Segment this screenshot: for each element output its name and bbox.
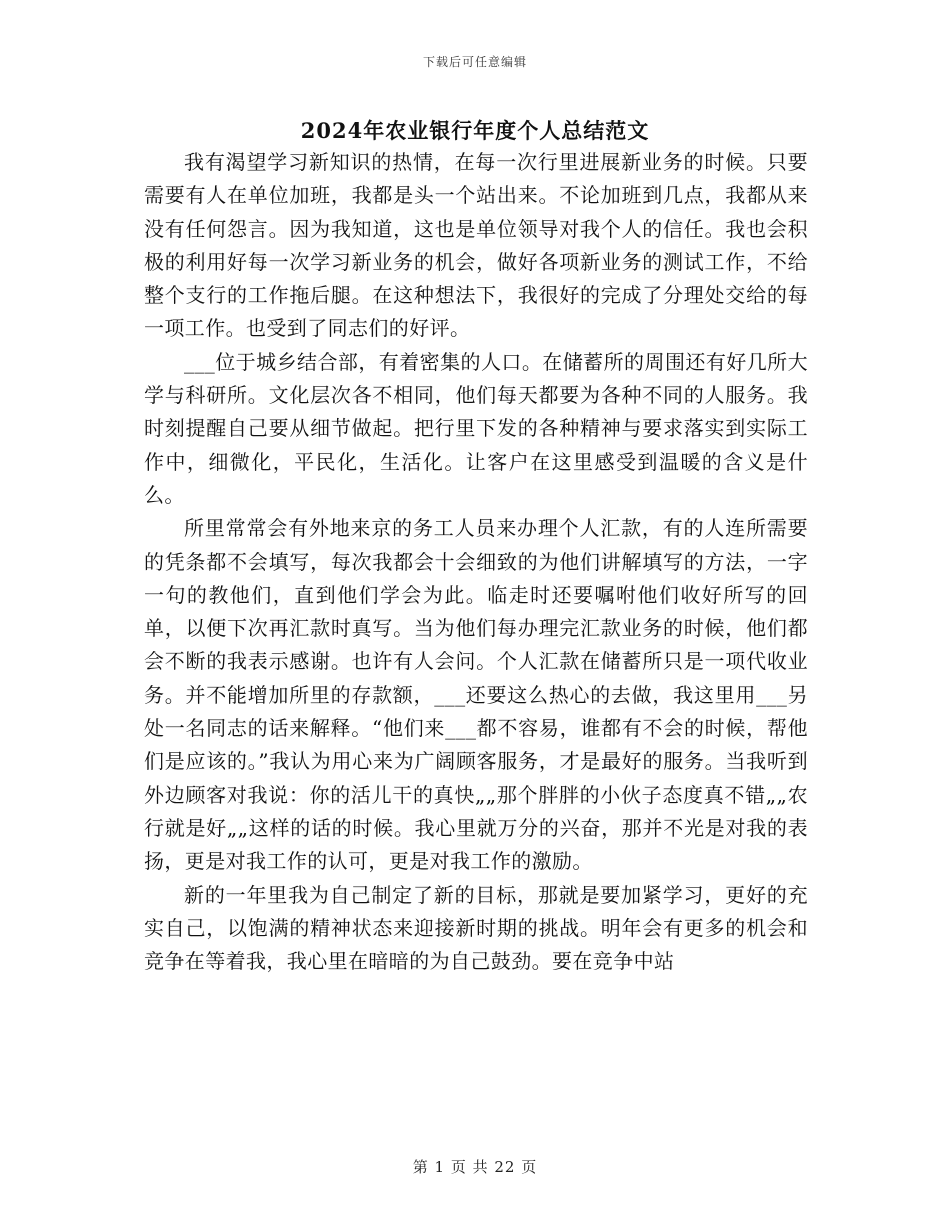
paragraph-3: 所里常常会有外地来京的务工人员来办理个人汇款，有的人连所需要的凭条都不会填写，每次我都会十会细致的为他们讲解填写的方法，一字一句的教他们，直到他们学会为此。临走时还要嘱咐他们收好所写的回单，以便下次再汇款时真写。当为他们每办理完汇款业务的时候，他们都会不断的我表示感谢。也许有人会问。个人汇款在储蓄所只是一项代收业务。并不能增加所里的存款额，___还要这么热心的去做，我这里用___另处一名同志的话来解释。“他们来___都不容易，谁都有不会的时候，帮他们是应该的。”我认为用心来为广阔顾客服务，才是最好的服务。当我听到外边顾客对我说：你的活儿干的真快„„那个胖胖的小伙子态度真不错„„农行就是好„„这样的话的时候。我心里就万分的兴奋，那并不光是对我的表扬，更是对我工作的认可，更是对我工作的激励。 [144, 516, 808, 874]
page-number-footer: 第 1 页 共 22 页 [412, 1158, 538, 1176]
header-note: 下载后可任意编辑 [422, 55, 527, 69]
document-body [144, 146, 808, 978]
paragraph-2: ___位于城乡结合部，有着密集的人口。在储蓄所的周围还有好几所大学与科研所。文化层次各不相同，他们每天都要为各种不同的人服务。我时刻提醒自己要从细节做起。把行里下发的各种精神与要求落实到实际工作中，细微化，平民化，生活化。让客户在这里感受到温暖的含义是什么。 [144, 349, 808, 507]
paragraph-1: 我有渴望学习新知识的热情，在每一次行里进展新业务的时候。只要需要有人在单位加班，我都是头一个站出来。不论加班到几点，我都从来没有任何怨言。因为我知道，这也是单位领导对我个人的信任。我也会积极的利用好每一次学习新业务的机会，做好各项新业务的测试工作，不给整个支行的工作拖后腿。在这种想法下，我很好的完成了分理处交给的每一项工作。也受到了同志们的好评。 [144, 150, 808, 341]
paragraph-4: 新的一年里我为自己制定了新的目标，那就是要加紧学习，更好的充实自己，以饱满的精神状态来迎接新时期的挑战。明年会有更多的机会和竞争在等着我，我心里在暗暗的为自己鼓劲。要在竞争中站 [144, 882, 808, 974]
document-title: 2024年农业银行年度个人总结范文 [300, 118, 650, 143]
